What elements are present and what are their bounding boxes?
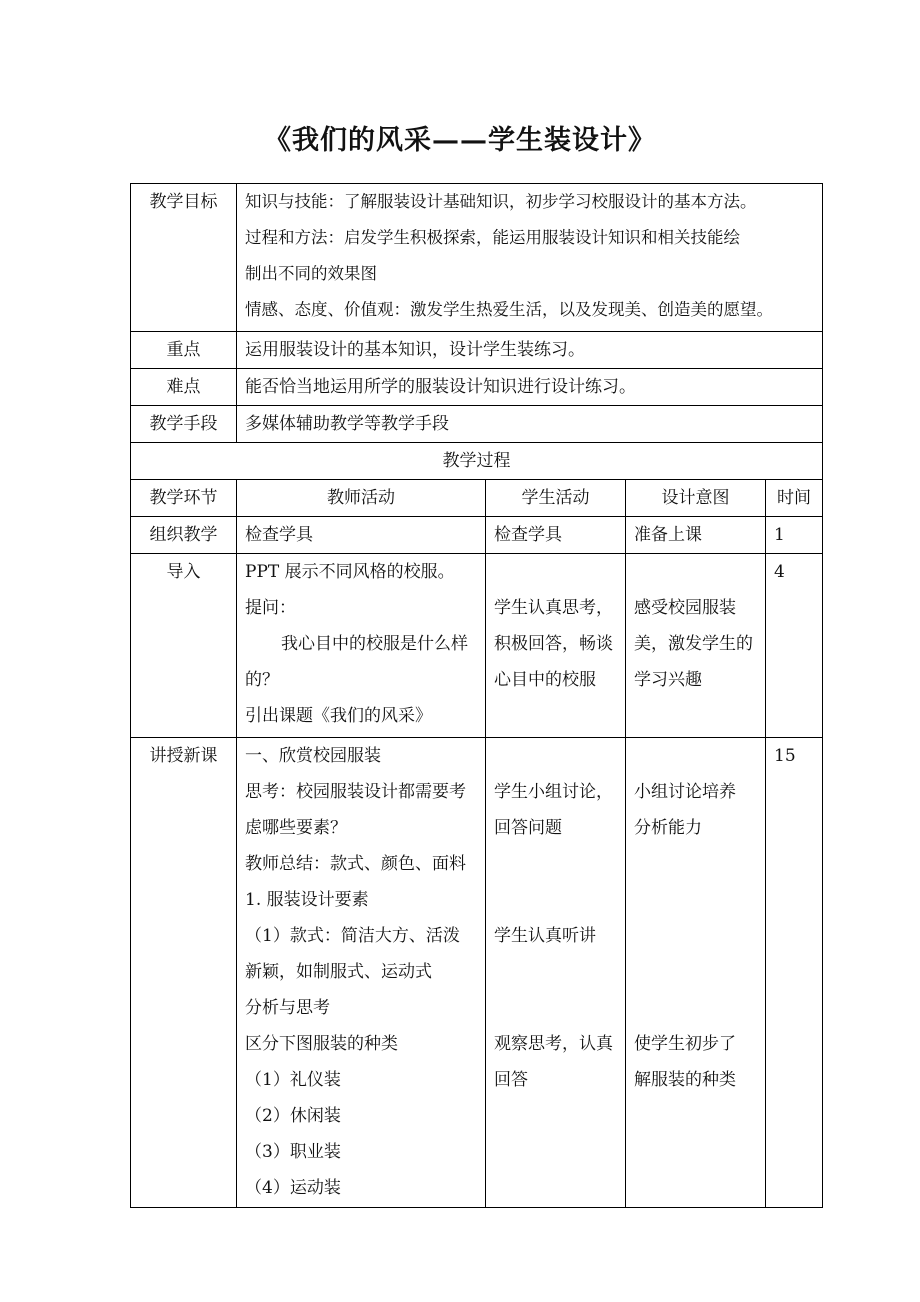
teacher-line: 新颖，如制服式、运动式 [245, 962, 432, 982]
column-header: 教学环节 [131, 480, 237, 517]
stage-cell: 导入 [131, 554, 237, 738]
student-line: 学生认真思考， [494, 598, 613, 618]
teacher-line: 提问： [245, 598, 296, 618]
column-header: 教师活动 [237, 480, 486, 517]
student-line: 积极回答，畅谈 [494, 634, 613, 654]
goals-line: 制出不同的效果图 [245, 264, 377, 283]
key-point-text: 运用服装设计的基本知识，设计学生装练习。 [237, 332, 823, 369]
process-header-row [131, 443, 823, 480]
teacher-line: 引出课题《我们的风采》 [245, 706, 432, 726]
teacher-line: PPT 展示不同风格的校服。 [245, 562, 455, 582]
spacer [494, 846, 617, 918]
spacer [494, 954, 617, 1026]
student-line: 回答问题 [494, 818, 562, 838]
difficulty-row [131, 369, 823, 406]
time-cell: 1 [766, 517, 823, 554]
student-cell: 检查学具 [486, 517, 626, 554]
difficulty-text: 能否恰当地运用所学的服装设计知识进行设计练习。 [237, 369, 823, 406]
student-cell [486, 738, 626, 1208]
column-header: 设计意图 [626, 480, 766, 517]
teacher-line: 一、欣赏校园服装 [245, 746, 381, 766]
intent-line: 学习兴趣 [634, 670, 702, 690]
table-row [131, 517, 823, 554]
teacher-line: 思考：校园服装设计都需要考 [245, 782, 466, 802]
means-label: 教学手段 [131, 406, 237, 443]
document-title: 《我们的风采——学生装设计》 [264, 125, 656, 156]
teacher-line: （2）休闲装 [245, 1106, 341, 1126]
teacher-cell: 检查学具 [237, 517, 486, 554]
stage-cell: 讲授新课 [131, 738, 237, 1208]
teacher-line: （1）款式：简洁大方、活泼 [245, 926, 460, 946]
teacher-line: 区分下图服装的种类 [245, 1034, 398, 1054]
intent-cell [626, 738, 766, 1208]
intent-line: 小组讨论培养 [634, 782, 736, 802]
teacher-line: 虑哪些要素？ [245, 818, 347, 838]
column-header: 学生活动 [486, 480, 626, 517]
goals-label: 教学目标 [131, 184, 237, 332]
key-point-row [131, 332, 823, 369]
intent-line: 分析能力 [634, 818, 702, 838]
teacher-line: 分析与思考 [245, 998, 330, 1018]
teacher-line: 的？ [245, 670, 279, 690]
student-cell [486, 554, 626, 738]
lesson-plan-table [130, 183, 823, 1208]
student-line: 心目中的校服 [494, 670, 596, 690]
time-cell: 4 [766, 554, 823, 738]
student-line: 观察思考，认真 [494, 1034, 613, 1054]
table-row [131, 554, 823, 738]
goals-content [237, 184, 823, 332]
intent-cell: 准备上课 [626, 517, 766, 554]
intent-line: 解服装的种类 [634, 1070, 736, 1090]
student-line: 学生小组讨论， [494, 782, 613, 802]
stage-cell: 组织教学 [131, 517, 237, 554]
difficulty-label: 难点 [131, 369, 237, 406]
key-point-label: 重点 [131, 332, 237, 369]
goals-line: 情感、态度、价值观：激发学生热爱生活，以及发现美、创造美的愿望。 [245, 300, 773, 319]
teacher-line: （4）运动装 [245, 1178, 341, 1198]
intent-line: 美，激发学生的 [634, 634, 753, 654]
process-header: 教学过程 [131, 443, 823, 480]
student-line: 学生认真听讲 [494, 926, 596, 946]
intent-line: 使学生初步了 [634, 1034, 736, 1054]
goals-row [131, 184, 823, 332]
means-text: 多媒体辅助教学等教学手段 [237, 406, 823, 443]
time-cell: 15 [766, 738, 823, 1208]
teacher-line: 我心目中的校服是什么样 [281, 634, 468, 654]
means-row [131, 406, 823, 443]
spacer [634, 846, 757, 1026]
teacher-line: （3）职业装 [245, 1142, 341, 1162]
intent-cell [626, 554, 766, 738]
teacher-line: 教师总结：款式、颜色、面料 [245, 854, 466, 874]
goals-line: 过程和方法：启发学生积极探索，能运用服装设计知识和相关技能绘 [245, 228, 740, 247]
teacher-line: （1）礼仪装 [245, 1070, 341, 1090]
teacher-cell [237, 738, 486, 1208]
column-header-row [131, 480, 823, 517]
intent-line: 感受校园服装 [634, 598, 736, 618]
student-line: 回答 [494, 1070, 528, 1090]
table-row [131, 738, 823, 1208]
teacher-line: 1. 服装设计要素 [245, 890, 369, 910]
column-header: 时间 [766, 480, 823, 517]
goals-line: 知识与技能：了解服装设计基础知识，初步学习校服设计的基本方法。 [245, 192, 757, 211]
teacher-cell [237, 554, 486, 738]
